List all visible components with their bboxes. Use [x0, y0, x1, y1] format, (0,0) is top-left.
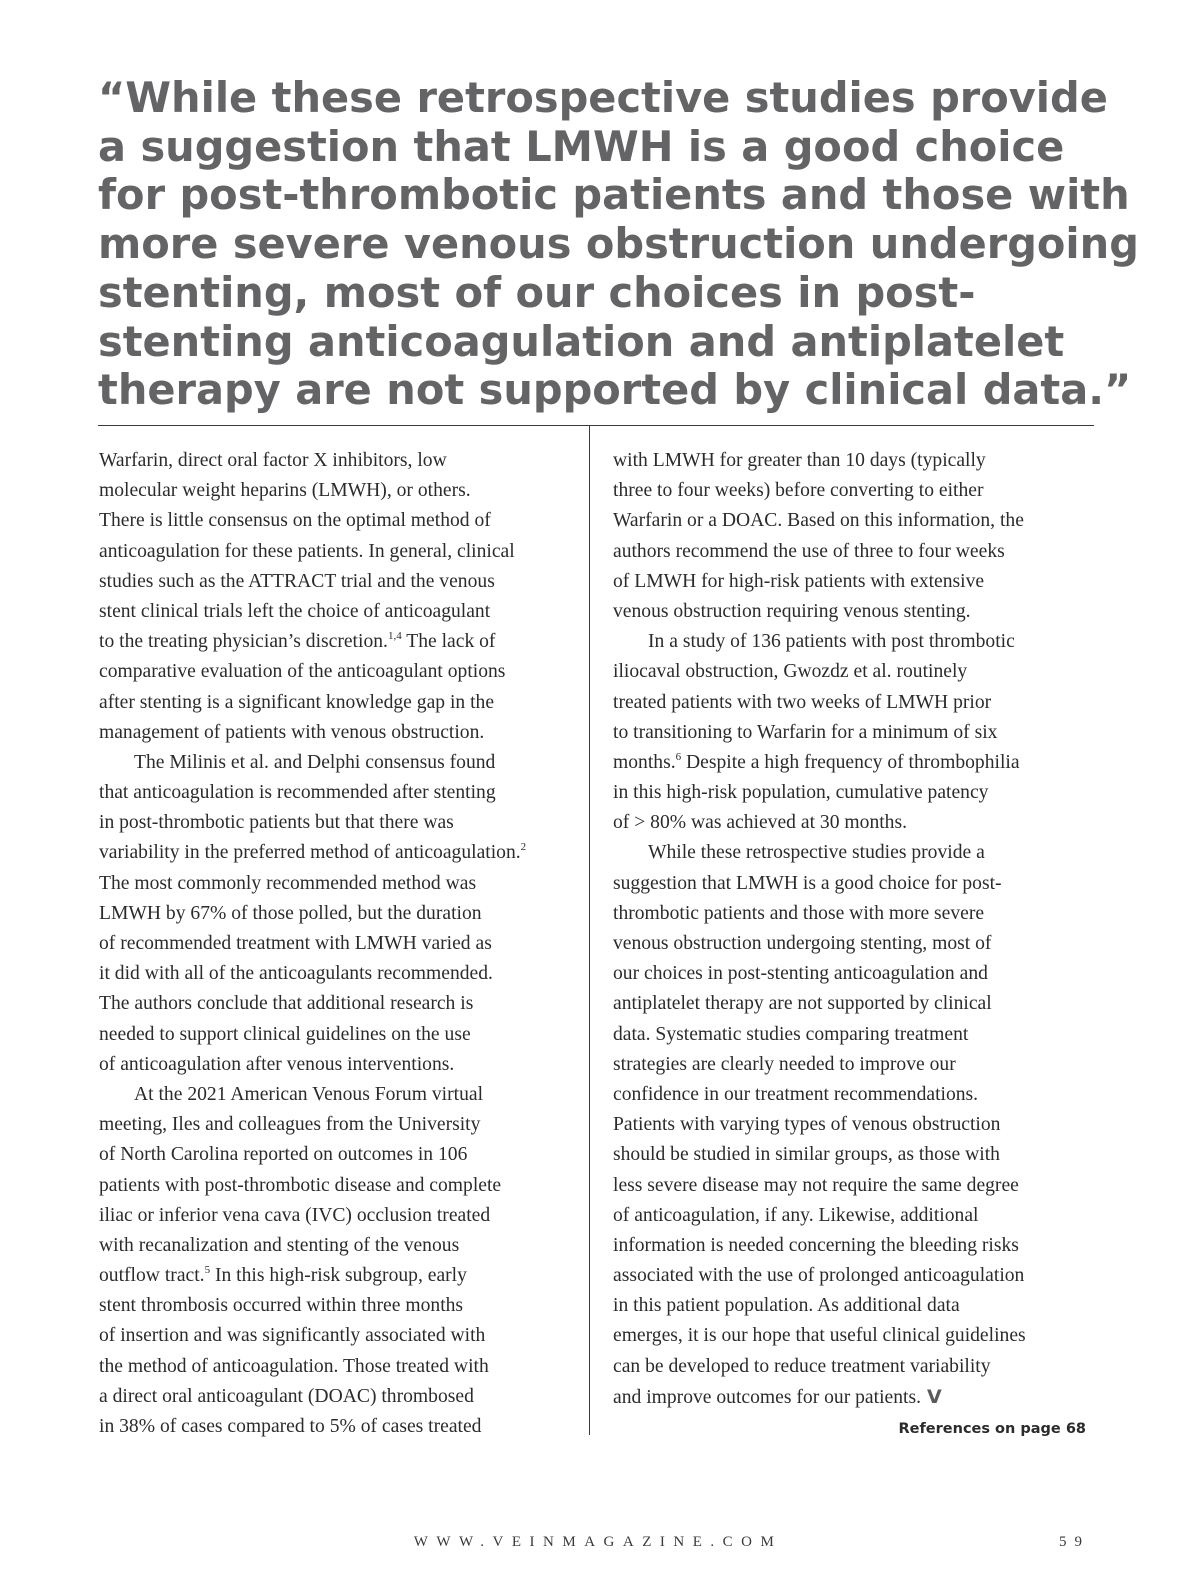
- text-line: patients with post-thrombotic disease and complete: [99, 1174, 502, 1196]
- text-line: [613, 1382, 1093, 1412]
- text-line: [99, 838, 579, 868]
- text-line: In a study of 136 patients with post thrombotic: [648, 631, 1015, 653]
- text-line: suggestion that LMWH is a good choice for post-: [613, 872, 1002, 894]
- pull-quote: [98, 73, 1139, 415]
- references-note: References on page 68: [898, 1421, 1086, 1437]
- text-line: of anticoagulation after venous interventions.: [99, 1053, 455, 1075]
- article-column-right: [613, 446, 1093, 1412]
- text-line: thrombotic patients and those with more severe: [613, 902, 985, 924]
- text-line: in this high-risk population, cumulative patency: [613, 782, 989, 804]
- text-segment: In this high-risk subgroup, early: [210, 1265, 467, 1287]
- text-line: LMWH by 67% of those polled, but the duration: [99, 902, 482, 924]
- pull-quote-line: “While these retrospective studies provide: [98, 73, 1108, 122]
- text-line: Warfarin, direct oral factor X inhibitors, low: [99, 450, 447, 471]
- text-line: of recommended treatment with LMWH varied as: [99, 933, 492, 954]
- text-line: [99, 627, 579, 657]
- text-line: strategies are clearly needed to improve our: [613, 1053, 956, 1075]
- column-divider: [589, 425, 590, 1435]
- text-line: meeting, Iles and colleagues from the University: [99, 1114, 481, 1136]
- text-line: At the 2021 American Venous Forum virtual: [134, 1083, 484, 1105]
- text-line: a direct oral anticoagulant (DOAC) thrombosed: [99, 1385, 474, 1407]
- text-segment: variability in the preferred method of anticoagulation.: [99, 842, 521, 864]
- article-column-left: [99, 446, 579, 1442]
- text-line: treated patients with two weeks of LMWH prior: [613, 691, 992, 713]
- text-line: iliocaval obstruction, Gwozdz et al. routinely: [613, 661, 968, 683]
- text-segment: outflow tract.: [99, 1265, 205, 1287]
- text-line: in 38% of cases compared to 5% of cases treated: [99, 1416, 482, 1437]
- text-line: stent clinical trials left the choice of anticoagulant: [99, 600, 491, 622]
- citation-superscript: 5: [204, 1264, 211, 1277]
- pull-quote-line: stenting anticoagulation and antiplatelet: [98, 316, 1065, 366]
- text-line: needed to support clinical guidelines on the use: [99, 1023, 471, 1045]
- footer-website-url: WWW.VEINMAGAZINE.COM: [413, 1534, 783, 1550]
- text-line: The authors conclude that additional research is: [99, 993, 474, 1015]
- text-line: after stenting is a significant knowledge gap in the: [99, 691, 495, 713]
- text-line: management of patients with venous obstruction.: [99, 721, 485, 743]
- text-line: venous obstruction requiring venous stenting.: [613, 600, 971, 622]
- text-line: [99, 1261, 579, 1291]
- text-line: of North Carolina reported on outcomes in 106: [99, 1144, 468, 1166]
- text-line: [613, 748, 1093, 778]
- text-line: can be developed to reduce treatment variability: [613, 1355, 991, 1377]
- pull-quote-line: therapy are not supported by clinical data.”: [98, 365, 1132, 415]
- citation-superscript: 2: [520, 841, 527, 854]
- text-line: it did with all of the anticoagulants recommended.: [99, 963, 493, 985]
- text-line: data. Systematic studies comparing treatment: [613, 1023, 969, 1045]
- text-line: less severe disease may not require the same degree: [613, 1174, 1019, 1196]
- text-line: of anticoagulation, if any. Likewise, additional: [613, 1204, 979, 1226]
- text-segment: months.: [613, 751, 676, 773]
- text-segment: Despite a high frequency of thrombophilia: [681, 751, 1020, 773]
- text-line: There is little consensus on the optimal method of: [99, 510, 491, 532]
- text-line: anticoagulation for these patients. In general, clinical: [99, 540, 515, 562]
- text-line: stent thrombosis occurred within three months: [99, 1295, 464, 1317]
- text-line: information is needed concerning the bleeding risks: [613, 1234, 1019, 1256]
- text-line: our choices in post-stenting anticoagulation and: [613, 963, 988, 985]
- text-line: the method of anticoagulation. Those treated with: [99, 1355, 489, 1377]
- text-line: of > 80% was achieved at 30 months.: [613, 812, 908, 834]
- text-segment: The lack of: [401, 631, 496, 653]
- text-line: with recanalization and stenting of the venous: [99, 1234, 460, 1256]
- text-line: associated with the use of prolonged anticoagulation: [613, 1265, 1025, 1287]
- horizontal-divider: [98, 425, 1094, 426]
- text-line: emerges, it is our hope that useful clinical guidelines: [613, 1325, 1026, 1347]
- text-line: confidence in our treatment recommendations.: [613, 1083, 979, 1105]
- page-number: 59: [1059, 1534, 1090, 1550]
- text-line: of LMWH for high-risk patients with extensive: [613, 570, 985, 592]
- text-line: authors recommend the use of three to four weeks: [613, 540, 1005, 562]
- text-line: Warfarin or a DOAC. Based on this information, the: [613, 510, 1024, 532]
- text-line: The most commonly recommended method was: [99, 872, 477, 894]
- text-line: studies such as the ATTRACT trial and the venous: [99, 570, 495, 592]
- pull-quote-line: stenting, most of our choices in post-: [98, 267, 976, 317]
- text-line: comparative evaluation of the anticoagulant options: [99, 661, 506, 683]
- end-mark-v-icon: V: [926, 1385, 942, 1408]
- text-line: in this patient population. As additional data: [613, 1295, 960, 1317]
- text-segment: and improve outcomes for our patients.: [613, 1386, 921, 1408]
- text-line: to transitioning to Warfarin for a minimum of six: [613, 721, 998, 743]
- text-line: of insertion and was significantly associated with: [99, 1325, 486, 1347]
- citation-superscript: 1,4: [387, 630, 402, 643]
- text-line: that anticoagulation is recommended after stenting: [99, 782, 496, 804]
- text-line: molecular weight heparins (LMWH), or others.: [99, 480, 471, 502]
- pull-quote-line: more severe venous obstruction undergoing: [98, 219, 1139, 269]
- pull-quote-line: for post-thrombotic patients and those with: [98, 170, 1130, 220]
- text-line: While these retrospective studies provide a: [648, 842, 985, 864]
- text-line: in post-thrombotic patients but that there was: [99, 812, 454, 834]
- text-line: Patients with varying types of venous obstruction: [613, 1114, 1001, 1136]
- citation-superscript: 6: [675, 750, 682, 763]
- text-line: should be studied in similar groups, as those with: [613, 1144, 1000, 1166]
- text-line: venous obstruction undergoing stenting, most of: [613, 933, 992, 954]
- text-line: iliac or inferior vena cava (IVC) occlusion treated: [99, 1204, 491, 1226]
- text-segment: to the treating physician’s discretion.: [99, 631, 388, 653]
- text-line: The Milinis et al. and Delphi consensus found: [134, 751, 496, 773]
- text-line: antiplatelet therapy are not supported by clinical: [613, 993, 992, 1015]
- text-line: three to four weeks) before converting to either: [613, 480, 984, 502]
- pull-quote-line: a suggestion that LMWH is a good choice: [98, 121, 1065, 171]
- text-line: with LMWH for greater than 10 days (typically: [613, 450, 986, 471]
